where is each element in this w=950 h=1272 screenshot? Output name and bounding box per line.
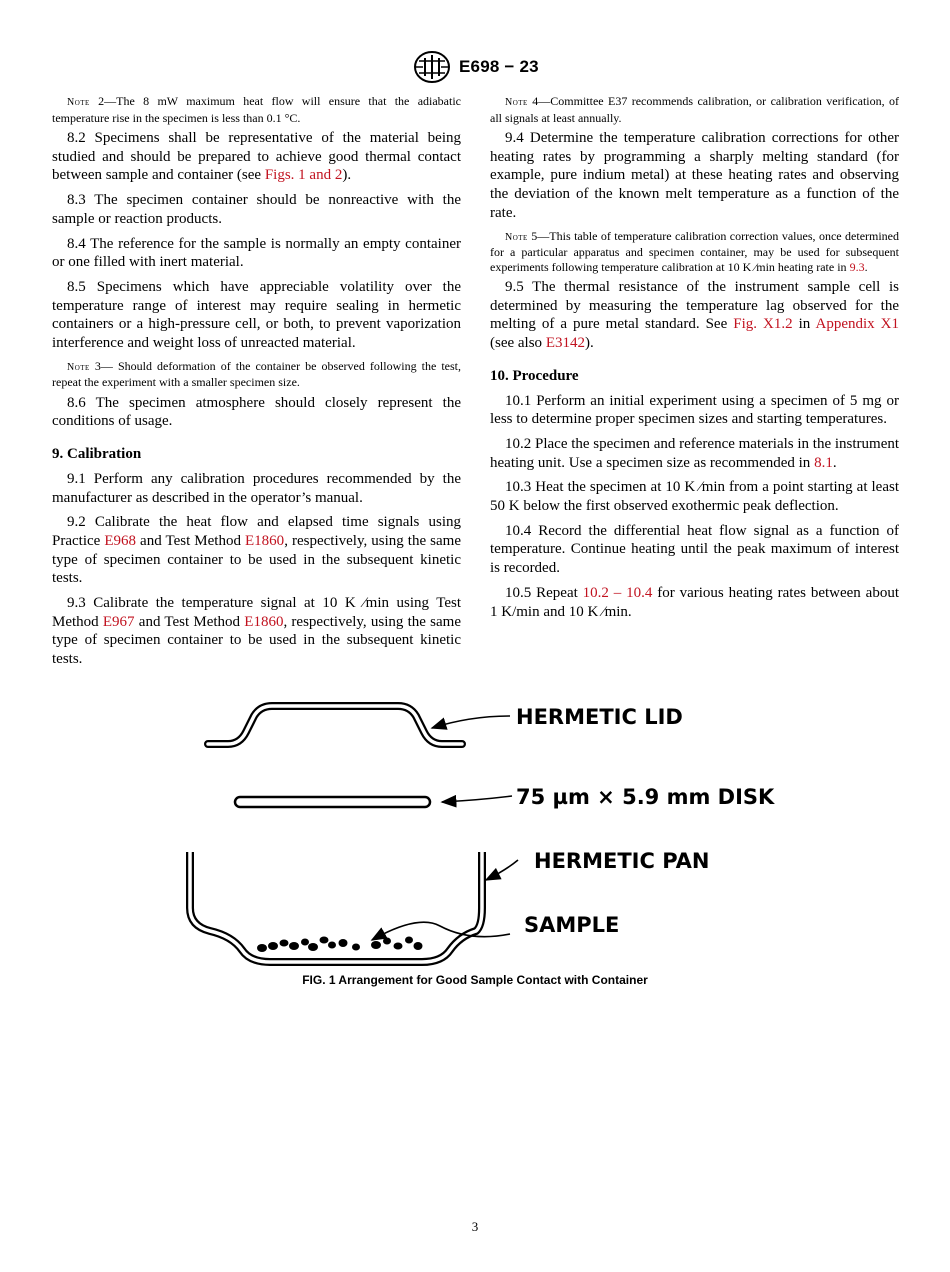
- section-9-5: 9.5 The thermal resistance of the instrument sample cell is determined by measuring the temperature lag observed for the melting of a pure metal standard. See Fig. X1.2 in Appendix X1 (see also E3142).: [490, 279, 900, 352]
- e968-link[interactable]: E968: [104, 532, 137, 549]
- left-column: [52, 94, 461, 675]
- note-2: Note 2—The 8 mW maximum heat flow will ensure that the adiabatic temperature rise in the specimen is less than 0.1 °C.: [52, 94, 462, 125]
- figure-1-caption: FIG. 1 Arrangement for Good Sample Contact with Container: [302, 973, 648, 987]
- section-9-2: 9.2 Calibrate the heat flow and elapsed time signals using Practice E968 and Test Method E1860, respectively, using the same type of specimen container to be used in the subsequent kinetic tests.: [52, 514, 461, 587]
- section-9-1: 9.1 Perform any calibration procedures recommended by the manufacturer as described in the operator’s manual.: [52, 470, 461, 506]
- disk-shape: [235, 797, 430, 807]
- hermetic-lid-shape: [208, 706, 462, 744]
- section-9-3-link[interactable]: 9.3: [849, 259, 865, 274]
- section-8-6: 8.6 The specimen atmosphere should closely represent the conditions of usage.: [52, 394, 461, 430]
- section-8-4: 8.4 The reference for the sample is normally an empty container or one filled with inert material.: [52, 235, 461, 271]
- figure-1-diagram: [180, 700, 780, 975]
- e1860-link[interactable]: E1860: [244, 613, 284, 630]
- right-column: [490, 94, 899, 627]
- sample-particles: [257, 937, 423, 953]
- section-10-5: 10.5 Repeat 10.2 – 10.4 for various heating rates between about 1 K/min and 10 K ⁄min.: [490, 584, 899, 620]
- section-8-1-link[interactable]: 8.1: [814, 454, 833, 471]
- fig-x1-2-link[interactable]: Fig. X1.2: [733, 316, 793, 333]
- page-number: 3: [471, 1219, 479, 1234]
- e1860-link[interactable]: E1860: [245, 532, 285, 549]
- hermetic-pan-shape: [190, 852, 482, 962]
- disk-leader-arrow: [442, 796, 512, 802]
- section-10-3: 10.3 Heat the specimen at 10 K ⁄min from a point starting at least 50 K below the first observed exothermic peak deflection.: [490, 479, 899, 515]
- standard-designation: E698 − 23: [459, 57, 539, 76]
- sample-label: SAMPLE: [524, 913, 620, 937]
- section-8-2: 8.2 Specimens shall be representative of the material being studied and should be prepared to achieve good thermal contact between sample and container (see Figs. 1 and 2).: [52, 130, 461, 184]
- section-9-4: 9.4 Determine the temperature calibration corrections for other heating rates by programming a sharply melting standard (for example, pure indium metal) at these heating rates and observing the deviation of the known melt temperature as a function of the rate.: [490, 130, 899, 221]
- hermetic-lid-label: HERMETIC LID: [516, 705, 683, 729]
- astm-logo-icon: [413, 50, 451, 84]
- section-8-5: 8.5 Specimens which have appreciable volatility over the temperature range of interest may require sealing in hermetic containers or a high-pressure cell, or both, to prevent vaporization interference and weight loss of unreacted material.: [52, 278, 461, 352]
- section-10-1: 10.1 Perform an initial experiment using a specimen of 5 mg or less to determine proper specimen sizes and starting temperatures.: [490, 392, 899, 428]
- lid-leader-arrow: [432, 716, 510, 728]
- e967-link[interactable]: E967: [102, 613, 135, 630]
- sections-10-2-10-4-link[interactable]: 10.2 – 10.4: [582, 584, 653, 601]
- note-5: Note 5—This table of temperature calibration correction values, once determined for a particular apparatus and specimen container, may be used for subsequent experiments following temperature calibration at 10 K ⁄min heating rate in 9.3.: [490, 228, 900, 274]
- disk-label: 75 µm × 5.9 mm DISK: [516, 785, 775, 809]
- hermetic-pan-label: HERMETIC PAN: [534, 849, 710, 873]
- section-10-heading: 10. Procedure: [490, 367, 579, 384]
- sample-leader-arrow: [372, 922, 510, 940]
- section-9-3: 9.3 Calibrate the temperature signal at 10 K ⁄min using Test Method E967 and Test Method E1860, respectively, using the same type of specimen container to be used in the subsequent kinetic tests.: [52, 595, 461, 668]
- section-9-heading: 9. Calibration: [52, 446, 142, 463]
- e3142-link[interactable]: E3142: [545, 335, 585, 352]
- section-10-2: 10.2 Place the specimen and reference materials in the instrument heating unit. Use a specimen size as recommended in 8.1.: [490, 435, 900, 471]
- figs-1-and-2-link[interactable]: Figs. 1 and 2: [264, 167, 343, 184]
- pan-leader-arrow: [486, 860, 518, 880]
- page-header: [0, 50, 950, 86]
- note-3: Note 3— Should deformation of the container be observed following the test, repeat the experiment with a smaller specimen size.: [52, 358, 462, 390]
- section-8-3: 8.3 The specimen container should be nonreactive with the sample or reaction products.: [52, 192, 461, 227]
- section-10-4: 10.4 Record the differential heat flow signal as a function of temperature. Continue heating until the peak maximum of interest is recorded.: [490, 522, 899, 577]
- appendix-x1-link[interactable]: Appendix X1: [815, 316, 900, 333]
- note-4: Note 4—Committee E37 recommends calibration, or calibration verification, of all signals at least annually.: [490, 94, 900, 125]
